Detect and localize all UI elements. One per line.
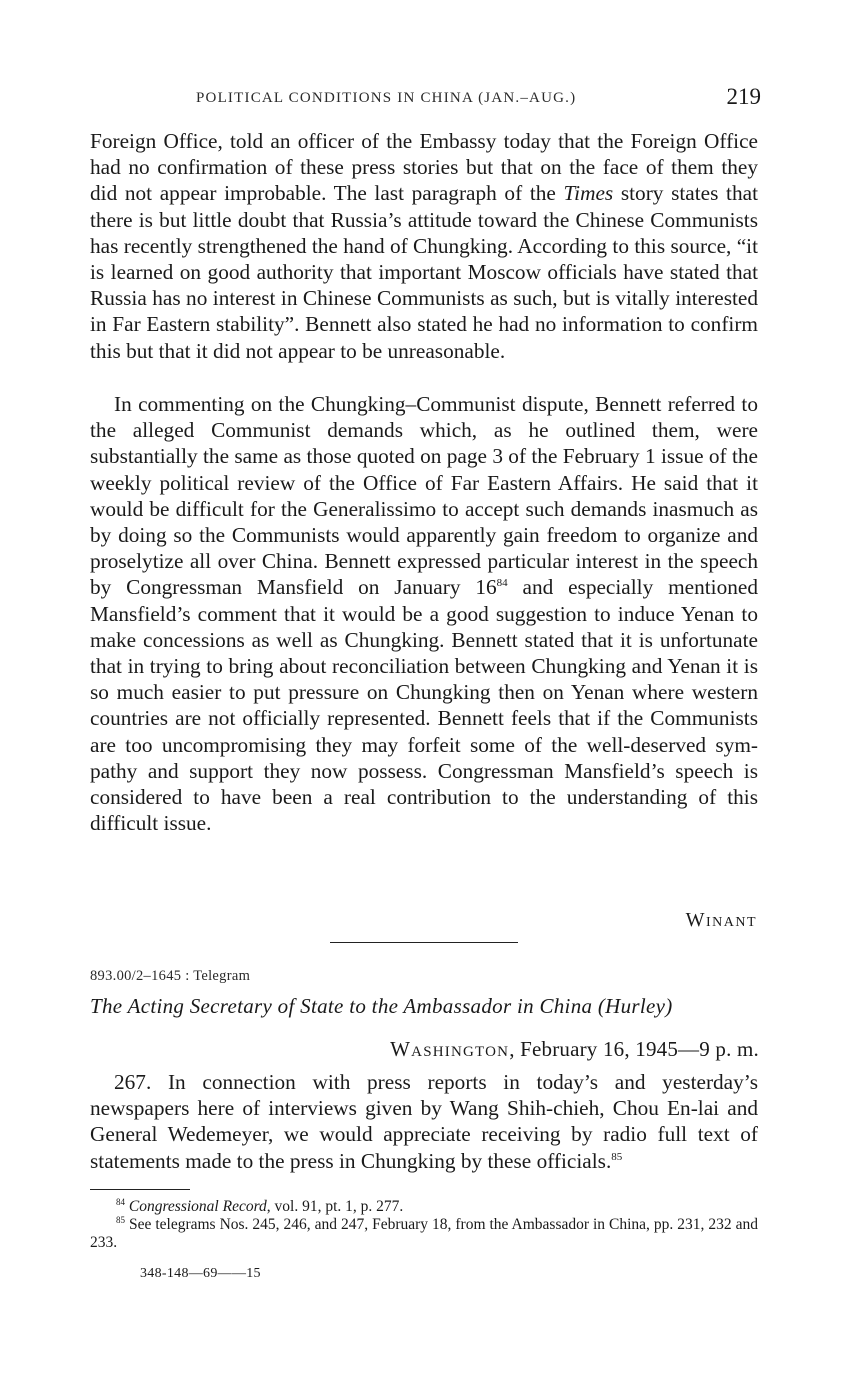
paragraph-3-text: In connection with press reports in today’s and yesterday’s newspapers here of interviews given by Wang Shih-chieh, Chou En-lai and General Wedemeyer, we would appreciate receiving by radio full text of statements made to the press in Chungking by these officials. xyxy=(90,1070,758,1173)
page-number: 219 xyxy=(726,84,761,109)
footnote-italic-title: Congressional Record xyxy=(128,1198,267,1215)
paragraph-2-text-a: In commenting on the Chungking–Communist dispute, Bennett referred to the alleged Communist demands which, as he outlined them, were substantially the same as those quoted on page 3 of the February 1 issue of the weekly political review of the Office of Far Eastern Affairs. He said that it would be difficult for the Generalissimo to accept such demands inasmuch as by doing so the Communists would apparently gain freedom to organize and proselytize all over China. Bennett expressed particular interest in the speech by Congressman Mansfield on January 16 xyxy=(90,392,758,600)
paragraph-1 xyxy=(90,128,758,364)
footnote-mark: 85 xyxy=(116,1214,125,1225)
dateline xyxy=(390,1037,759,1062)
paragraph-2 xyxy=(90,391,758,836)
paragraph-number: 267. xyxy=(114,1070,152,1094)
footnote-85 xyxy=(90,1216,758,1252)
running-head xyxy=(90,84,761,114)
document-heading xyxy=(90,994,758,1019)
footnote-mark: 84 xyxy=(116,1196,125,1207)
document-file-reference: 893.00/2–1645 : Telegram xyxy=(90,968,251,984)
heading-name: Hurley xyxy=(605,994,666,1018)
heading-text: The Acting Secretary of State to the Ambassador in China ( xyxy=(90,994,606,1018)
footnote-ref-84: 84 xyxy=(496,577,508,590)
heading-close: ) xyxy=(665,994,673,1018)
paragraph-3 xyxy=(90,1069,758,1174)
footnote-divider xyxy=(90,1189,190,1190)
footnotes xyxy=(90,1198,758,1252)
signature: Winant xyxy=(685,909,757,931)
paragraph-1-text-b: story states that there is but little doubt that Russia’s attitude toward the Chinese Communists has recently strengthened the hand of Chungking. According to this source, “it is learned on good authority that important Moscow officials have stated that Russia has no interest in Chinese Communists as such, but is vitally interested in Far Eastern stability”. Bennett also stated he had no information to confirm this but that it did not appear to be unreasonable. xyxy=(90,181,758,363)
footnote-84 xyxy=(90,1198,758,1216)
times-italic: Times xyxy=(563,181,614,206)
running-title: POLITICAL CONDITIONS IN CHINA (JAN.–AUG.) xyxy=(196,90,577,106)
dateline-date: , February 16, 1945—9 p. m. xyxy=(509,1037,759,1061)
footnote-text: , vol. 91, pt. 1, p. 277. xyxy=(266,1198,404,1215)
paragraph-1-text-a: Foreign Office, told an officer of the Embassy today that the Foreign Office had no confirmation of these press stories but that on the face of them they did not appear improbable. The last paragraph of the xyxy=(90,129,758,206)
dateline-place: Washington xyxy=(390,1037,510,1061)
footnote-text: See telegrams Nos. 245, 246, and 247, February 18, from the Ambassador in China, pp. 231, 232 and 233. xyxy=(90,1216,758,1251)
section-divider xyxy=(330,942,518,943)
footnote-ref-85: 85 xyxy=(611,1150,623,1163)
printer-code: 348-148—69——15 xyxy=(140,1266,261,1281)
paragraph-2-text-b: and especially mentioned Mansfield’s comment that it would be a good suggestion to induce Yenan to make concessions as well as Chungking. Bennett stated that it is unfortunate that in trying to bring about reconciliation between Chungking and Yenan it is so much easier to put pressure on Chungking then on Yenan where western countries are not officially represented. Bennett feels that if the Communists are too uncompromising they may forfeit some of the well-deserved sympathy and support they now possess. Congressman Mansfield’s speech is considered to have been a real contribution to the understanding of this difficult issue. xyxy=(90,575,758,836)
